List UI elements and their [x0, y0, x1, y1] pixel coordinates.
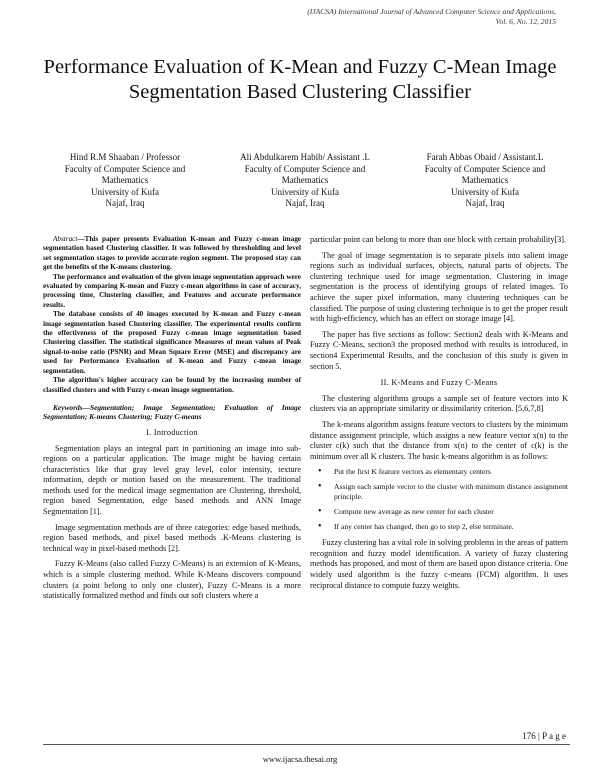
- body-paragraph: The clustering algorithms groups a sample set of feature vectors into K clusters via an appropriate similarity or dissimilarity criterion. [5,6,7,8]: [310, 393, 568, 414]
- author-university: University of Kufa: [451, 186, 519, 197]
- body-paragraph: The paper has five sections as follow: Section2 deals with K-Means and Fuzzy C-Means, section3 the proposed method with results is introduced, in section4 Experimental Results, and the conclusion of this study is given in section 5.: [310, 329, 568, 371]
- journal-volume: Vol. 6, No. 12, 2015: [495, 17, 556, 26]
- section-heading-kmeans: II. K-Means and Fuzzy C-Means: [380, 378, 498, 388]
- author-name: Hind R.M Shaaban / Professor: [69, 152, 181, 162]
- abstract-paragraph: The database consists of 40 images executed by K-mean and Fuzzy c-mean image segmentation based Clustering classifier. The experimental results confirm the effectiveness of the proposed Fuzzy c-mean image segmentation based Clustering classifier. The statistical significance Measures of mean values of Peak signal-to-noise ratio (PSNR) and Mean Square Error (MSE) and discrepancy are used for Performance Evaluation of K-mean and Fuzzy c-mean image segmentation.: [43, 310, 301, 375]
- body-paragraph: Segmentation plays an integral part in partitioning an image into sub-regions on a particular application. The image might be having certain characteristics like that gray level gray level, color intensity, texture information, depth or motion based on the measurement. The traditional methods used for the medical image segmentation are Clustering, threshold, region based Segmentation, edge based methods and ANN Image Segmentation [1].: [43, 443, 301, 517]
- author-location: Najaf, Iraq: [105, 198, 145, 208]
- author-location: Najaf, Iraq: [465, 198, 505, 208]
- journal-name: (IJACSA) International Journal of Advanced Computer Science and Applications,: [307, 7, 556, 16]
- paper-title: Performance Evaluation of K-Mean and Fuzzy C-Mean Image Segmentation Based Clustering Classifier: [43, 56, 557, 103]
- author-university: University of Kufa: [271, 186, 339, 197]
- footer-divider: [43, 744, 570, 745]
- section-heading-introduction: I. Introduction: [146, 427, 198, 437]
- right-column: [310, 235, 568, 596]
- abstract-paragraph: [43, 235, 301, 273]
- author-name: Ali Abdulkarem Habib/ Assistant .L: [240, 152, 370, 162]
- author-name: Farah Abbas Obaid / Assistant.L: [426, 152, 544, 162]
- page-number: 176 | P a g e: [522, 731, 566, 741]
- author-2: [220, 152, 390, 210]
- list-item: • Put the first K feature vectors as elementary centers: [330, 467, 568, 477]
- abstract: [43, 235, 301, 395]
- author-university: University of Kufa: [91, 186, 159, 197]
- author-location: Najaf, Iraq: [285, 198, 325, 208]
- author-affiliation: Faculty of Computer Science and: [424, 163, 546, 174]
- abstract-label: Abstract: [53, 235, 78, 243]
- left-column: [43, 235, 301, 607]
- author-3: [400, 152, 570, 210]
- author-affiliation: Mathematics: [281, 175, 329, 185]
- list-item: • Compute new average as new center for each cluster: [330, 507, 568, 517]
- body-paragraph: The goal of image segmentation is to separate pixels into salient image regions such as individual surfaces, objects, natural parts of objects. The clustering technique used for image segmentation. Clustering in image segmentation is the process of identifying groups of related images. To achieve the super pixel information, many clustering techniques can be classified. The purpose of using clustering technique is to get the proper result with high-efficiency, which has an effect on storage image [4].: [310, 250, 568, 324]
- author-affiliation: Mathematics: [101, 175, 149, 185]
- keywords: Keywords—Segmentation; Image Segmentation; Evaluation of Image Segmentation; K-means Clustering; Fuzzy C-means: [43, 402, 301, 422]
- author-affiliation: Faculty of Computer Science and: [64, 163, 186, 174]
- body-paragraph: The k-means algorithm assigns feature vectors to clusters by the minimum distance assignment principle, which assigns a new feature vector x(n) to the cluster c(k) such that the distance from x(n) to the center of c(k) is the minimum over all K clusters. The basic k-means algorithm is as follows:: [310, 419, 568, 461]
- algorithm-steps: [310, 467, 568, 532]
- body-paragraph: Fuzzy clustering has a vital role in solving problems in the areas of pattern recognition and fuzzy model identification. A variety of fuzzy clustering methods has proposed, and most of them are based upon distance criteria. One widely used algorithm is the fuzzy c-means (FCM) algorithm. It uses reciprocal distance to compute fuzzy weights.: [310, 538, 568, 590]
- list-item: • If any center has changed, then go to step 2, else terminate.: [330, 522, 568, 532]
- author-1: [40, 152, 210, 210]
- abstract-paragraph: The algorithm's higher accuracy can be found by the increasing number of classified clusters and with Fuzzy c-mean image segmentation.: [43, 376, 301, 394]
- author-affiliation: Faculty of Computer Science and: [244, 163, 366, 174]
- author-block: [40, 152, 570, 210]
- abstract-text: —This paper presents Evaluation K-mean and Fuzzy c-mean image segmentation based Clustering classifier. It was followed by thresholding and level set segmentation stages to provide accurate region segment. The proposed stay can get the benefits of the K-means clustering.: [43, 235, 301, 272]
- body-paragraph: particular point can belong to more than one block with certain probability[3].: [310, 235, 567, 244]
- body-paragraph: Image segmentation methods are of three categories: edge based methods, region based methods, and pixel based methods .K-Means clustering is technical way in pixel-based methods [2].: [43, 522, 301, 553]
- journal-url: www.ijacsa.thesai.org: [262, 754, 338, 764]
- abstract-paragraph: The performance and evaluation of the given image segmentation approach were evaluated by comparing K-mean and Fuzzy c-mean algorithms in case of accuracy, processing time, Clustering classifier, and Features and accurate performance results.: [43, 272, 301, 309]
- list-item: • Assign each sample vector to the cluster with minimum distance assignment principle.: [330, 482, 568, 502]
- journal-header: [216, 7, 556, 27]
- author-affiliation: Mathematics: [461, 175, 509, 185]
- body-paragraph: Fuzzy K-Means (also called Fuzzy C-Means) is an extension of K-Means, which is a simple clustering method. While K-Means discovers compound clusters (a point belong to only one cluster), Fuzzy C-Means is a more statistically formalized method and finds out soft clusters where a: [43, 559, 301, 601]
